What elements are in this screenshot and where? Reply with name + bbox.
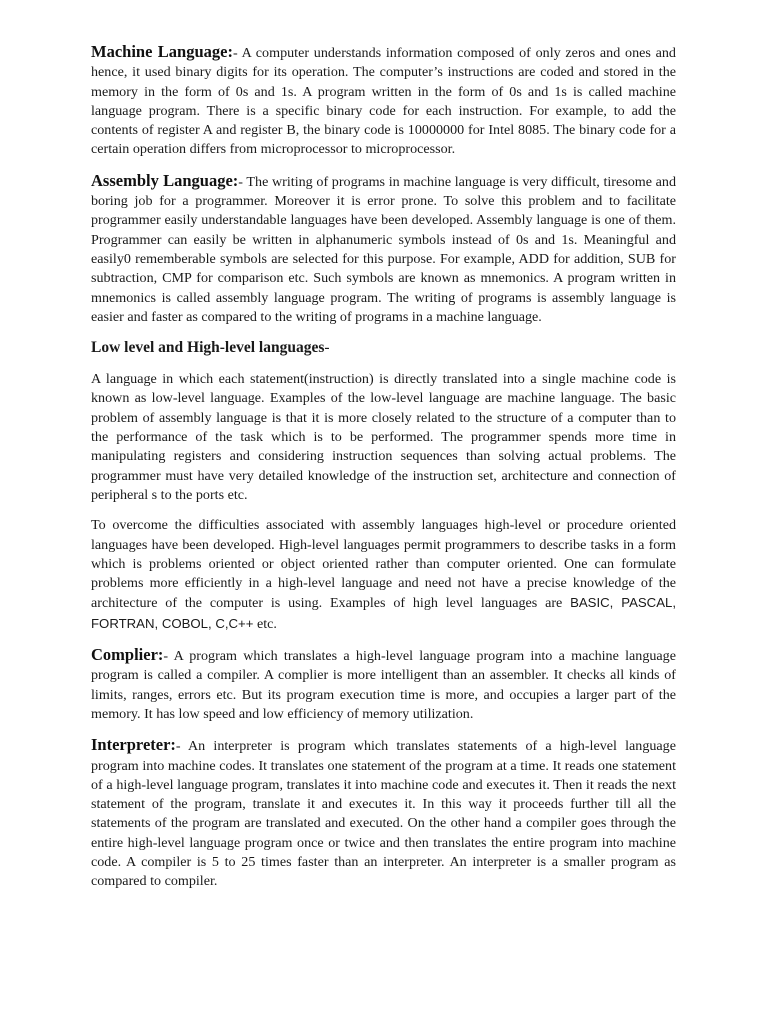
heading-separator: - — [175, 738, 188, 755]
low-level-paragraph: A language in which each statement(instruction) is directly translated into a single machine code is known as low-level language. Examples of the low-level language are machine language. The basic problem of assembly language is that it is more closely related to the structure of a computer than to the performance of the task which is to be performed. The programmer spends more time in manipulating registers and considering instruction sequences than solving actual problems. The programmer must have very detailed knowledge of the instruction set, architecture and connection of peripheral s to the ports etc. — [91, 371, 676, 503]
high-level-language-examples: BASIC, PASCAL, FORTRAN, COBOL, C,C++ — [91, 595, 676, 631]
low-high-level-title-text: Low level and High-level languages — [91, 339, 325, 357]
compiler-paragraph — [91, 645, 676, 724]
document-page — [91, 42, 676, 903]
machine-language-paragraph — [91, 42, 676, 160]
assembly-language-paragraph — [91, 171, 676, 327]
examples-suffix: etc. — [253, 615, 277, 632]
high-level-body: To overcome the difficulties associated with assembly languages high-level or procedure oriented languages have been developed. High-level languages permit programmers to describe tasks in a form which is problems oriented or object oriented rather than computer oriented. One can formulate problems more efficiently in a high-level language and need not have a precise knowledge of the architecture of the computer is using. Examples of high level languages are — [91, 517, 676, 612]
heading-separator: - — [238, 173, 247, 190]
compiler-body: A program which translates a high-level language program into a machine language program is called a compiler. A complier is more intelligent than an assembler. It checks all kinds of limits, ranges, errors etc. But its program execution time is more, and occupies a larger part of the memory. It has low speed and low efficiency of memory utilization. — [91, 648, 676, 722]
compiler-heading: Complier: — [91, 645, 164, 665]
interpreter-paragraph — [91, 735, 676, 891]
high-level-paragraph — [91, 516, 676, 634]
title-suffix: - — [324, 339, 330, 357]
machine-language-body: A computer understands information composed of only zeros and ones and hence, it used binary digits for its operation. The computer’s instructions are coded and stored in the memory in the form of 0s and 1s. A program written in the form of 0s and 1s is called machine language program. There is a specific binary code for each instruction. For example, to add the contents of register A and register B, the binary code is 10000000 for Intel 8085. The binary code for a certain operation differs from microprocessor to microprocessor. — [91, 45, 676, 158]
assembly-language-body: The writing of programs in machine language is very difficult, tiresome and boring job for a programmer. Moreover it is error prone. To solve this problem and to facilitate programmer easily understandable languages have been developed. Assembly language is one of them. Programmer can easily be written in alphanumeric symbols instead of 0s and 1s. Meaningful and easily0 rememberable symbols are selected for this purpose. For example, ADD for addition, SUB for subtraction, CMP for comparison etc. Such symbols are known as mnemonics. A program written in mnemonics is called assembly language program. The writing of programs is assembly language is easier and faster as compared to the writing of programs in a machine language. — [91, 173, 676, 325]
interpreter-heading: Interpreter: — [91, 735, 176, 755]
heading-separator: - — [163, 648, 174, 665]
machine-language-heading: Machine Language: — [91, 42, 233, 61]
heading-separator: - — [232, 45, 242, 61]
assembly-language-heading: Assembly Language: — [91, 170, 239, 190]
interpreter-body: An interpreter is program which translates statements of a high-level language program into machine codes. It translates one statement of the program at a time. It reads one statement of a high-level language program, translates it into machine code and executes it. Then it reads the next statement of the program, translate it and executes it. In this way it proceeds further till all the statements of the program are translated and executed. On the other hand a compiler goes through the entire high-level language program once or twice and then translates the entire program into machine code. A compiler is 5 to 25 times faster than an interpreter. An interpreter is a smaller program as compared to compiler. — [91, 738, 676, 890]
low-high-level-title — [91, 338, 676, 358]
